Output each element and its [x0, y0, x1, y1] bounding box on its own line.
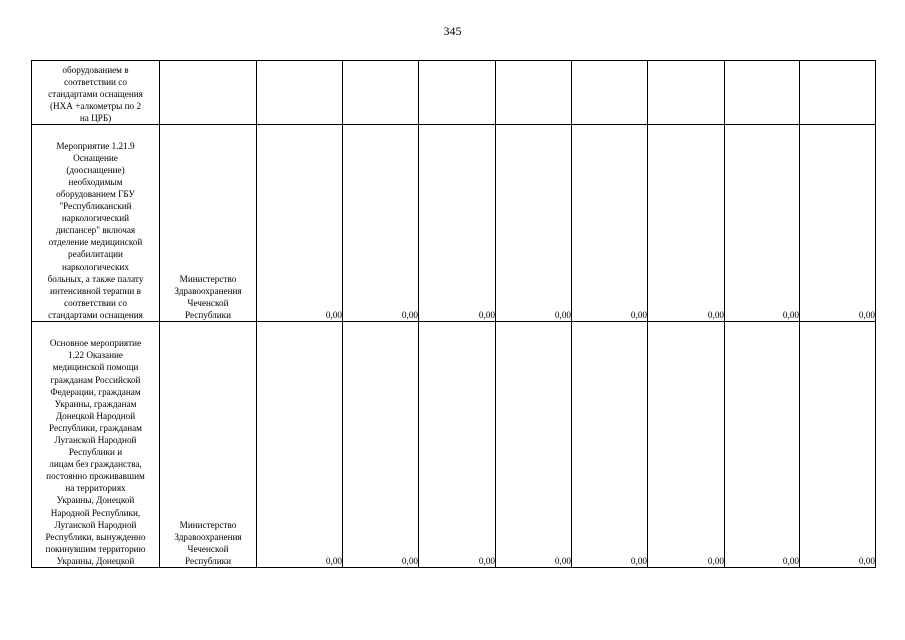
activity-description-cell — [32, 322, 160, 568]
value-cell — [648, 61, 725, 125]
value-cell: 0,00 — [725, 322, 800, 568]
description-line: покинувшим территорию — [45, 543, 146, 554]
executor-line: Здравоохранения — [174, 531, 242, 542]
description-line: Республики и — [68, 447, 123, 458]
description-line: Украины, гражданам — [54, 398, 137, 409]
description-line: Мероприятие 1.21.9 — [56, 140, 135, 151]
description-line: Народной Республики, — [50, 507, 141, 518]
description-line: Республики, гражданам — [48, 422, 143, 433]
value-cell — [419, 61, 496, 125]
value-cell: 0,00 — [800, 125, 876, 322]
executor-line: Министерство — [179, 273, 237, 284]
description-line: Украины, Донецкой — [56, 495, 135, 506]
value-cell — [725, 61, 800, 125]
executor-line: Чеченской — [187, 297, 229, 308]
description-line: Луганской Народной — [54, 519, 137, 530]
description-line: оборудованием в — [62, 64, 129, 75]
table-row — [32, 322, 876, 568]
value-cell: 0,00 — [343, 125, 419, 322]
value-cell: 0,00 — [343, 322, 419, 568]
description-line: гражданам Российской — [50, 374, 141, 385]
executor-line: Здравоохранения — [174, 285, 242, 296]
description-line: соответствии со — [64, 76, 127, 87]
value-cell: 0,00 — [257, 322, 343, 568]
table-row — [32, 61, 876, 125]
value-cell: 0,00 — [648, 125, 725, 322]
description-line: Федерации, гражданам — [50, 386, 141, 397]
description-line: постоянно проживавшим — [46, 471, 145, 482]
description-line: Оснащение — [73, 152, 118, 163]
description-line: оборудованием ГБУ — [56, 188, 135, 199]
description-line: наркологический — [61, 213, 130, 224]
description-line: Основное мероприятие — [49, 338, 142, 349]
description-line: реабилитации — [68, 249, 123, 260]
description-line: необходимым — [68, 176, 123, 187]
page-number: 345 — [443, 24, 462, 38]
description-line: (дооснащение) — [66, 164, 125, 175]
value-cell — [800, 61, 876, 125]
executor-cell — [160, 61, 257, 125]
executor-line: Республики — [184, 309, 232, 320]
value-cell: 0,00 — [648, 322, 725, 568]
description-line: отделение медицинской — [48, 237, 143, 248]
value-cell — [572, 61, 648, 125]
description-line: наркологических — [62, 261, 129, 272]
description-line: медицинской помощи — [52, 362, 139, 373]
value-cell — [257, 61, 343, 125]
description-line: стандартами оснащения — [48, 88, 143, 99]
description-line: Украины, Донецкой — [56, 555, 135, 566]
executor-line: Чеченской — [187, 543, 229, 554]
value-cell: 0,00 — [572, 322, 648, 568]
value-cell — [343, 61, 419, 125]
executor-line: Республики — [184, 555, 232, 566]
value-cell — [496, 61, 572, 125]
table-row — [32, 125, 876, 322]
executor-cell — [160, 322, 257, 568]
description-line: лицам без гражданства, — [49, 459, 142, 470]
executor-line: Министерство — [179, 519, 237, 530]
value-cell: 0,00 — [419, 322, 496, 568]
description-line: соответствии со — [64, 297, 127, 308]
budget-table — [31, 60, 876, 568]
description-line: на территориях — [65, 483, 126, 494]
value-cell: 0,00 — [496, 125, 572, 322]
value-cell: 0,00 — [257, 125, 343, 322]
description-line: на ЦРБ) — [79, 112, 112, 123]
description-line: стандартами оснащения — [48, 309, 143, 320]
value-cell: 0,00 — [800, 322, 876, 568]
activity-description-cell — [32, 125, 160, 322]
description-line: интенсивной терапии в — [50, 285, 141, 296]
description-line: больных, а также палату — [47, 273, 144, 284]
description-line: 1.22 Оказание — [67, 350, 124, 361]
description-line: Донецкой Народной — [55, 410, 136, 421]
description-line: Республики, вынужденно — [45, 531, 146, 542]
executor-cell — [160, 125, 257, 322]
description-line: диспансер" включая — [55, 225, 136, 236]
description-line: Луганской Народной — [54, 434, 137, 445]
value-cell: 0,00 — [419, 125, 496, 322]
value-cell: 0,00 — [572, 125, 648, 322]
activity-description-cell — [32, 61, 160, 125]
description-line: "Республиканский — [59, 201, 132, 212]
value-cell: 0,00 — [496, 322, 572, 568]
description-line: (НХА +алкометры по 2 — [49, 100, 142, 111]
value-cell: 0,00 — [725, 125, 800, 322]
